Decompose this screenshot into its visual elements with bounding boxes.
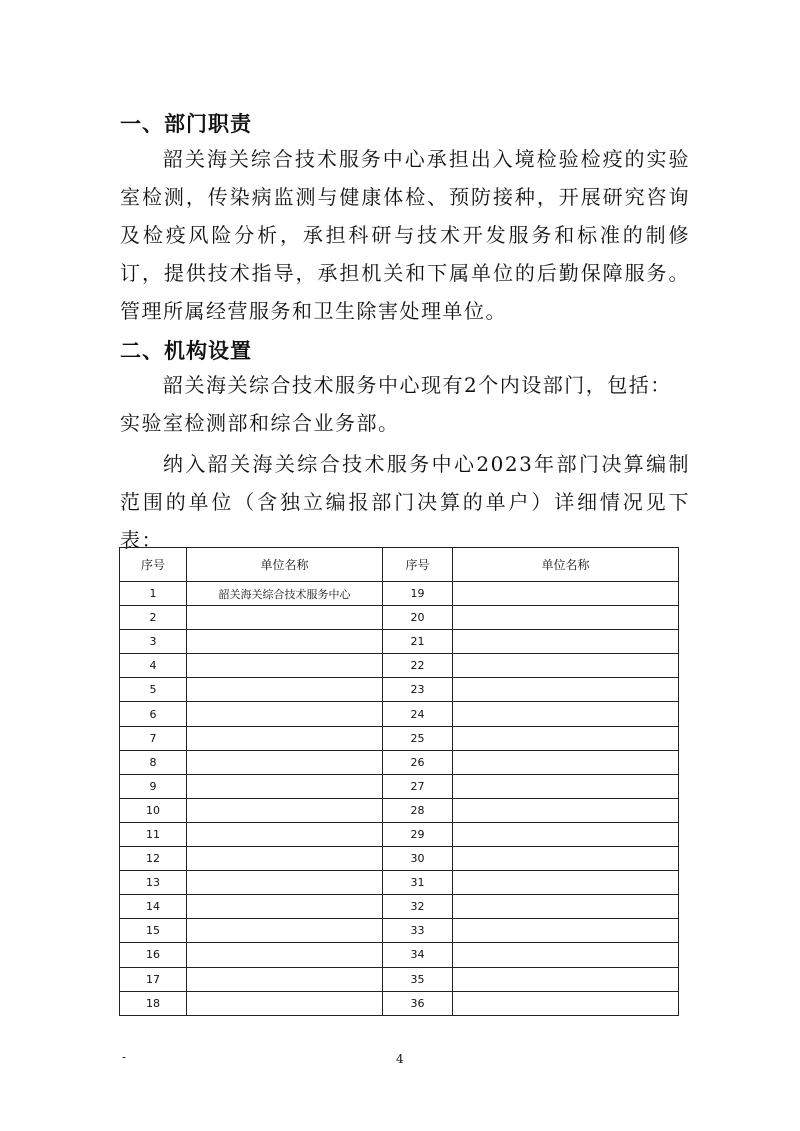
table-row (120, 943, 679, 967)
seq-cell: 27 (383, 774, 453, 798)
unit-name-cell (187, 774, 383, 798)
seq-cell: 2 (120, 606, 187, 630)
seq-cell: 35 (383, 967, 453, 991)
seq-cell: 23 (383, 678, 453, 702)
table-row (120, 822, 679, 846)
unit-name-cell (453, 654, 679, 678)
unit-name-cell (453, 630, 679, 654)
seq-cell: 16 (120, 943, 187, 967)
unit-name-cell (453, 967, 679, 991)
seq-cell: 4 (120, 654, 187, 678)
seq-cell: 9 (120, 774, 187, 798)
unit-name-cell (187, 871, 383, 895)
seq-cell: 31 (383, 871, 453, 895)
header-seq-2: 序号 (383, 548, 453, 582)
seq-cell: 10 (120, 798, 187, 822)
table-row (120, 967, 679, 991)
unit-name-cell (453, 798, 679, 822)
table-row (120, 678, 679, 702)
seq-cell: 17 (120, 967, 187, 991)
table-row (120, 871, 679, 895)
unit-name-cell (187, 991, 383, 1015)
header-unit-name-2: 单位名称 (453, 548, 679, 582)
organization-paragraph-line2: 实验室检测部和综合业务部。 (120, 411, 400, 435)
unit-name-cell: 韶关海关综合技术服务中心 (187, 582, 383, 606)
table-row (120, 702, 679, 726)
seq-cell: 22 (383, 654, 453, 678)
unit-name-cell (453, 702, 679, 726)
unit-name-cell (187, 630, 383, 654)
unit-name-cell (453, 582, 679, 606)
unit-name-cell (187, 822, 383, 846)
seq-cell: 12 (120, 847, 187, 871)
unit-name-cell (187, 726, 383, 750)
seq-cell: 24 (383, 702, 453, 726)
seq-cell: 13 (120, 871, 187, 895)
unit-name-cell (453, 678, 679, 702)
seq-cell: 15 (120, 919, 187, 943)
unit-name-cell (453, 943, 679, 967)
table-row (120, 582, 679, 606)
table-row (120, 774, 679, 798)
table-row (120, 895, 679, 919)
seq-cell: 8 (120, 750, 187, 774)
seq-cell: 33 (383, 919, 453, 943)
seq-cell: 32 (383, 895, 453, 919)
seq-cell: 19 (383, 582, 453, 606)
section-heading-duties: 一、部门职责 (120, 112, 252, 136)
seq-cell: 25 (383, 726, 453, 750)
unit-name-cell (453, 895, 679, 919)
table-row (120, 630, 679, 654)
footer-dash: - (122, 1050, 127, 1064)
seq-cell: 18 (120, 991, 187, 1015)
table-row (120, 654, 679, 678)
seq-cell: 20 (383, 606, 453, 630)
unit-name-cell (187, 678, 383, 702)
header-unit-name-1: 单位名称 (187, 548, 383, 582)
table-row (120, 847, 679, 871)
unit-name-cell (187, 702, 383, 726)
unit-name-cell (453, 726, 679, 750)
table-row (120, 798, 679, 822)
seq-cell: 26 (383, 750, 453, 774)
unit-name-cell (453, 606, 679, 630)
seq-cell: 7 (120, 726, 187, 750)
unit-name-cell (187, 847, 383, 871)
seq-cell: 28 (383, 798, 453, 822)
seq-cell: 6 (120, 702, 187, 726)
seq-cell: 3 (120, 630, 187, 654)
table-row (120, 606, 679, 630)
unit-name-cell (453, 847, 679, 871)
scope-paragraph: 纳入韶关海关综合技术服务中心2023年部门决算编制范围的单位（含独立编报部门决算的单户）详细情况见下表： (120, 452, 690, 552)
duties-paragraph: 韶关海关综合技术服务中心承担出入境检验检疫的实验室检测，传染病监测与健康体检、预防接种，开展研究咨询及检疫风险分析，承担科研与技术开发服务和标准的制修订，提供技术指导，承担机关和下属单位的后勤保障服务。管理所属经营服务和卫生除害处理单位。 (120, 147, 690, 323)
units-table (119, 547, 679, 1016)
header-seq-1: 序号 (120, 548, 187, 582)
unit-name-cell (187, 750, 383, 774)
unit-name-cell (187, 943, 383, 967)
seq-cell: 5 (120, 678, 187, 702)
unit-name-cell (187, 895, 383, 919)
table-row (120, 991, 679, 1015)
unit-name-cell (453, 919, 679, 943)
unit-name-cell (187, 967, 383, 991)
seq-cell: 21 (383, 630, 453, 654)
section-heading-organization: 二、机构设置 (120, 339, 252, 363)
seq-cell: 11 (120, 822, 187, 846)
unit-name-cell (187, 919, 383, 943)
seq-cell: 34 (383, 943, 453, 967)
seq-cell: 29 (383, 822, 453, 846)
seq-cell: 36 (383, 991, 453, 1015)
page-number: 4 (396, 1052, 404, 1066)
seq-cell: 14 (120, 895, 187, 919)
table-row (120, 919, 679, 943)
unit-name-cell (453, 774, 679, 798)
seq-cell: 1 (120, 582, 187, 606)
table-header-row (120, 548, 679, 582)
unit-name-cell (187, 606, 383, 630)
unit-name-cell (453, 991, 679, 1015)
organization-paragraph-line1: 韶关海关综合技术服务中心现有2个内设部门，包括： (163, 373, 672, 397)
unit-name-cell (187, 654, 383, 678)
seq-cell: 30 (383, 847, 453, 871)
unit-name-cell (453, 822, 679, 846)
unit-name-cell (453, 871, 679, 895)
unit-name-cell (187, 798, 383, 822)
unit-name-cell (453, 750, 679, 774)
table-row (120, 726, 679, 750)
table-row (120, 750, 679, 774)
